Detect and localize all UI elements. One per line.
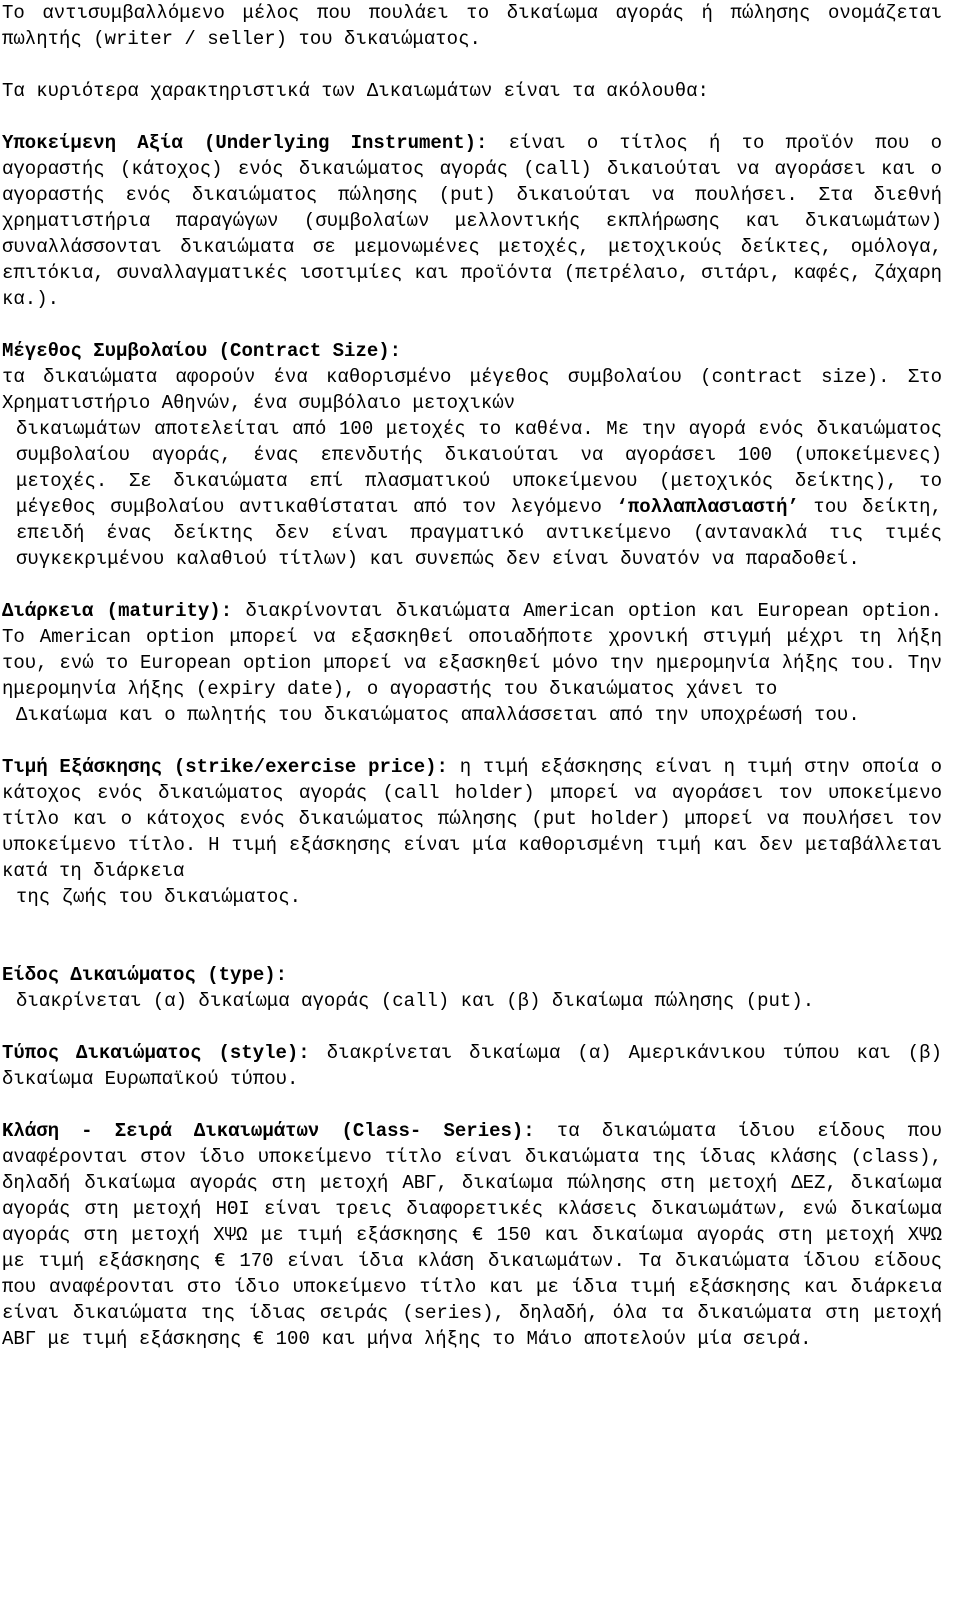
section-heading-type: Είδος Δικαιώματος (type):: [2, 964, 288, 986]
section-type: [2, 962, 942, 1014]
section-text-type: διακρίνεται (α) δικαίωμα αγοράς (call) και (β) δικαίωμα πώλησης (put).: [16, 990, 815, 1012]
section-text-strike-1: η τιμή εξάσκησης είναι η τιμή στην οποία ο κάτοχος ενός δικαιώματος αγοράς (call holder) μπορεί να αγοράσει τον υποκείμενο τίτλο και ο κάτοχος ενός δικαιώματος πώλησης (put holder) μπορεί να πουλήσει τον υποκείμενο τίτλο. Η τιμή εξάσκησης είναι μία καθορισμένη τιμή και δεν μεταβάλλεται κατά τη διάρκεια: [2, 756, 942, 882]
section-heading-contract-size: Μέγεθος Συμβολαίου (Contract Size):: [2, 340, 402, 362]
section-heading-style: Τύπος Δικαιώματος (style):: [2, 1042, 310, 1064]
section-text-contract-size-2: [2, 416, 942, 572]
multiplier-emphasis: ‘πολλαπλασιαστή’: [616, 496, 799, 518]
section-text-maturity-2: Δικαίωμα και ο πωλητής του δικαιώματος απαλλάσσεται από την υποχρέωσή του.: [16, 704, 860, 726]
document-body: [2, 0, 942, 1352]
contract-size-text-a: δικαιωμάτων αποτελείται από 100 μετοχές το καθένα. Με την αγορά ενός δικαιώματος συμβολαίου αγοράς, ένας επενδυτής δικαιούται να αγοράσει 100 (υποκείμενες) μετοχές. Σε δικαιώματα επί πλασματικού υποκείμενου (μετοχικός δείκτης), το μέγεθος συμβολαίου αντικαθίσταται από τον λεγόμενο: [16, 418, 942, 518]
section-text-contract-size-1: τα δικαιώματα αφορούν ένα καθορισμένο μέγεθος συμβολαίου (contract size). Στο Χρηματιστήριο Αθηνών, ένα συμβόλαιο μετοχικών: [2, 366, 942, 414]
section-text-style: διακρίνεται δικαίωμα (α) Αμερικάνικου τύπου και (β) δικαίωμα Ευρωπαϊκού τύπου.: [2, 1042, 942, 1090]
section-heading-underlying: Υποκείμενη Αξία (Underlying Instrument):: [2, 132, 488, 154]
section-heading-class-series: Κλάση - Σειρά Δικαιωμάτων (Class- Series):: [2, 1120, 535, 1142]
section-contract-size: [2, 338, 942, 572]
contract-size-text-b: του δείκτη, επειδή ένας δείκτης δεν είναι πραγματικό αντικείμενο (αντανακλά τις τιμές συγκεκριμένου καλαθιού τίτλων) και συνεπώς δεν είναι δυνατόν να παραδοθεί.: [16, 496, 942, 570]
section-style: [2, 1040, 942, 1092]
section-class-series: [2, 1118, 942, 1352]
intro-paragraph-features: Τα κυριότερα χαρακτηριστικά των Δικαιωμάτων είναι τα ακόλουθα:: [2, 80, 709, 102]
section-heading-maturity: Διάρκεια (maturity):: [2, 600, 233, 622]
section-maturity: [2, 598, 942, 728]
section-underlying: [2, 130, 942, 312]
section-text-underlying: είναι ο τίτλος ή το προϊόν που ο αγοραστής (κάτοχος) ενός δικαιώματος αγοράς (call) δικαιούται να αγοράσει και ο αγοραστής ενός δικαιώματος πώλησης (put) δικαιούται να πουλήσει. Στα διεθνή χρηματιστήρια παραγώγων (συμβολαίων μελλοντικής εκπλήρωσης και δικαιωμάτων) συναλλάσσονται δικαιώματα σε μεμονωμένες μετοχές, μετοχικούς δείκτες, ομόλογα, επιτόκια, συναλλαγματικές ισοτιμίες και προϊόντα (πετρέλαιο, σιτάρι, καφές, ζάχαρη κα.).: [2, 132, 942, 310]
intro-paragraph-writer: Το αντισυμβαλλόμενο μέλος που πουλάει το δικαίωμα αγοράς ή πώλησης ονομάζεται πωλητής (writer / seller) του δικαιώματος.: [2, 2, 942, 50]
section-text-class-series: τα δικαιώματα ίδιου είδους που αναφέρονται στον ίδιο υποκείμενο τίτλο είναι δικαιώματα της ίδιας κλάσης (class), δηλαδή δικαίωμα αγοράς στη μετοχή ΑΒΓ, δικαίωμα πώλησης στη μετοχή ΔΕΖ, δικαίωμα αγοράς στη μετοχή ΗΘΙ είναι τρεις διαφορετικές κλάσεις δικαιωμάτων, ενώ δικαίωμα αγοράς στη μετοχή ΧΨΩ με τιμή εξάσκησης € 150 και δικαίωμα αγοράς στη μετοχή ΧΨΩ με τιμή εξάσκησης € 170 είναι ίδια κλάση δικαιωμάτων. Τα δικαιώματα ίδιου είδους που αναφέρονται στο ίδιο υποκείμενο τίτλο και με ίδια τιμή εξάσκησης και διάρκεια είναι δικαιώματα της ίδιας σειράς (series), δηλαδή, όλα τα δικαιώματα στη μετοχή ΑΒΓ με τιμή εξάσκησης € 100 και μήνα λήξης το Μάιο αποτελούν μία σειρά.: [2, 1120, 942, 1350]
section-heading-strike: Τιμή Εξάσκησης (strike/exercise price):: [2, 756, 448, 778]
section-text-maturity-1: διακρίνονται δικαιώματα American option και European option. Το American option μπορεί να εξασκηθεί οποιαδήποτε χρονική στιγμή μέχρι τη λήξη του, ενώ το European option μπορεί να εξασκηθεί μόνο την ημερομηνία λήξης του. Την ημερομηνία λήξης (expiry date), ο αγοραστής του δικαιώματος χάνει το: [2, 600, 942, 700]
section-text-strike-2: της ζωής του δικαιώματος.: [16, 886, 302, 908]
section-strike: [2, 754, 942, 910]
